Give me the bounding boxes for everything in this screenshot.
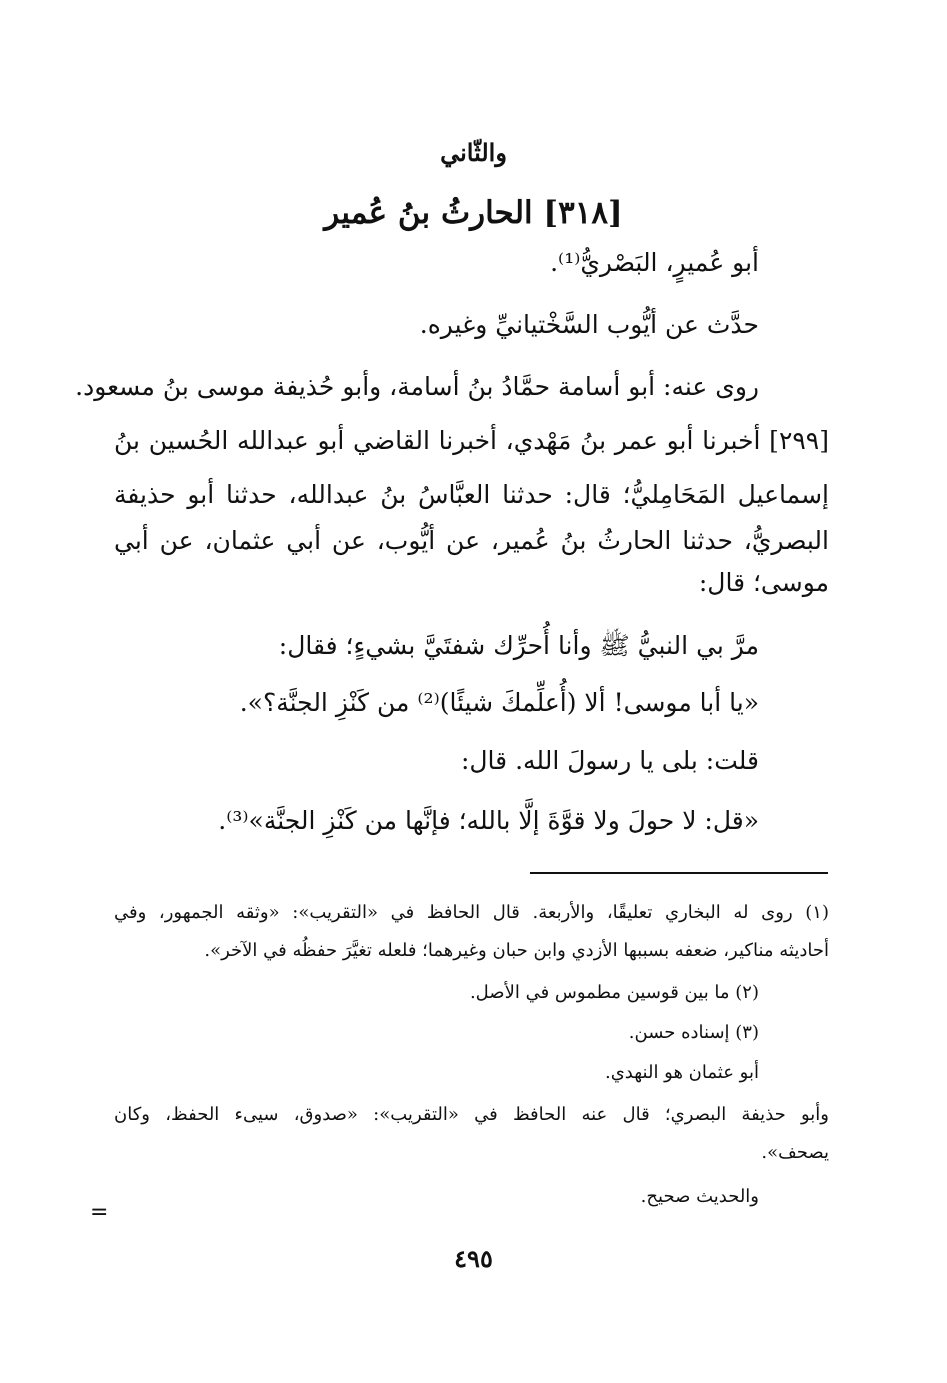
body-line-7: موسى؛ قال: xyxy=(698,568,829,597)
footnote-1-line-2: أحاديثه مناكير، ضعفه بسببها الأزدي وابن حبان وغيرهما؛ فلعله تغيَّرَ حفظُه في الآخر». xyxy=(204,940,829,961)
body-line-1: أبو عُميرٍ، البَصْريُّ⁽¹⁾. xyxy=(550,248,759,277)
continuation-mark: = xyxy=(90,1200,109,1225)
footnote-3-note-1: أبو عثمان هو النهدي. xyxy=(604,1062,759,1083)
footnote-3-note-3: والحديث صحيح. xyxy=(640,1186,759,1207)
body-line-5: إسماعيل المَحَامِليُّ؛ قال: حدثنا العبَّاسُ بنُ عبدالله، حدثنا أبو حذيفة xyxy=(114,480,829,509)
body-line-4: [٢٩٩] أخبرنا أبو عمر بنُ مَهْدي، أخبرنا القاضي أبو عبدالله الحُسين بنُ xyxy=(114,426,829,455)
footnote-3: (٣) إسناده حسن. xyxy=(628,1022,759,1043)
body-line-10: قلت: بلى يا رسولَ الله. قال: xyxy=(460,746,759,775)
body-line-9: «يا أبا موسى! ألا (أُعلِّمكَ شيئًا)⁽²⁾ من كَنْزِ الجنَّة؟». xyxy=(239,688,759,717)
body-line-6: البصريُّ، حدثنا الحارثُ بنُ عُمير، عن أيُّوب، عن أبي عثمان، عن أبي xyxy=(114,526,829,555)
body-line-8: مرَّ بي النبيُّ ﷺ وأنا أُحرِّك شفتَيَّ بشيءٍ؛ فقال: xyxy=(278,631,759,660)
footnote-2: (٢) ما بين قوسين مطموس في الأصل. xyxy=(469,982,759,1003)
body-line-3: روى عنه: أبو أسامة حمَّادُ بنُ أسامة، وأبو حُذيفة موسى بنُ مسعود. xyxy=(75,372,759,401)
footnote-3-note-2-line-2: يصحف». xyxy=(761,1142,829,1163)
footnote-separator xyxy=(530,872,828,874)
footnote-1-line-1: (١) روى له البخاري تعليقًا، والأربعة. قال الحافظ في «التقريب»: «وثقه الجمهور، وفي xyxy=(114,902,829,923)
body-line-11: «قل: لا حولَ ولا قوَّةَ إلَّا بالله؛ فإنَّها من كَنْزِ الجنَّة»⁽³⁾. xyxy=(218,806,759,835)
page-number: ٤٩٥ xyxy=(454,1244,493,1273)
entry-title: [٣١٨] الحارثُ بنُ عُمير xyxy=(324,195,623,231)
section-subheading: والثّاني xyxy=(440,138,507,167)
body-line-2: حدَّث عن أيُّوب السَّخْتيانيِّ وغيره. xyxy=(419,310,759,339)
footnote-3-note-2-line-1: وأبو حذيفة البصري؛ قال عنه الحافظ في «التقريب»: «صدوق، سيىء الحفظ، وكان xyxy=(114,1104,829,1125)
